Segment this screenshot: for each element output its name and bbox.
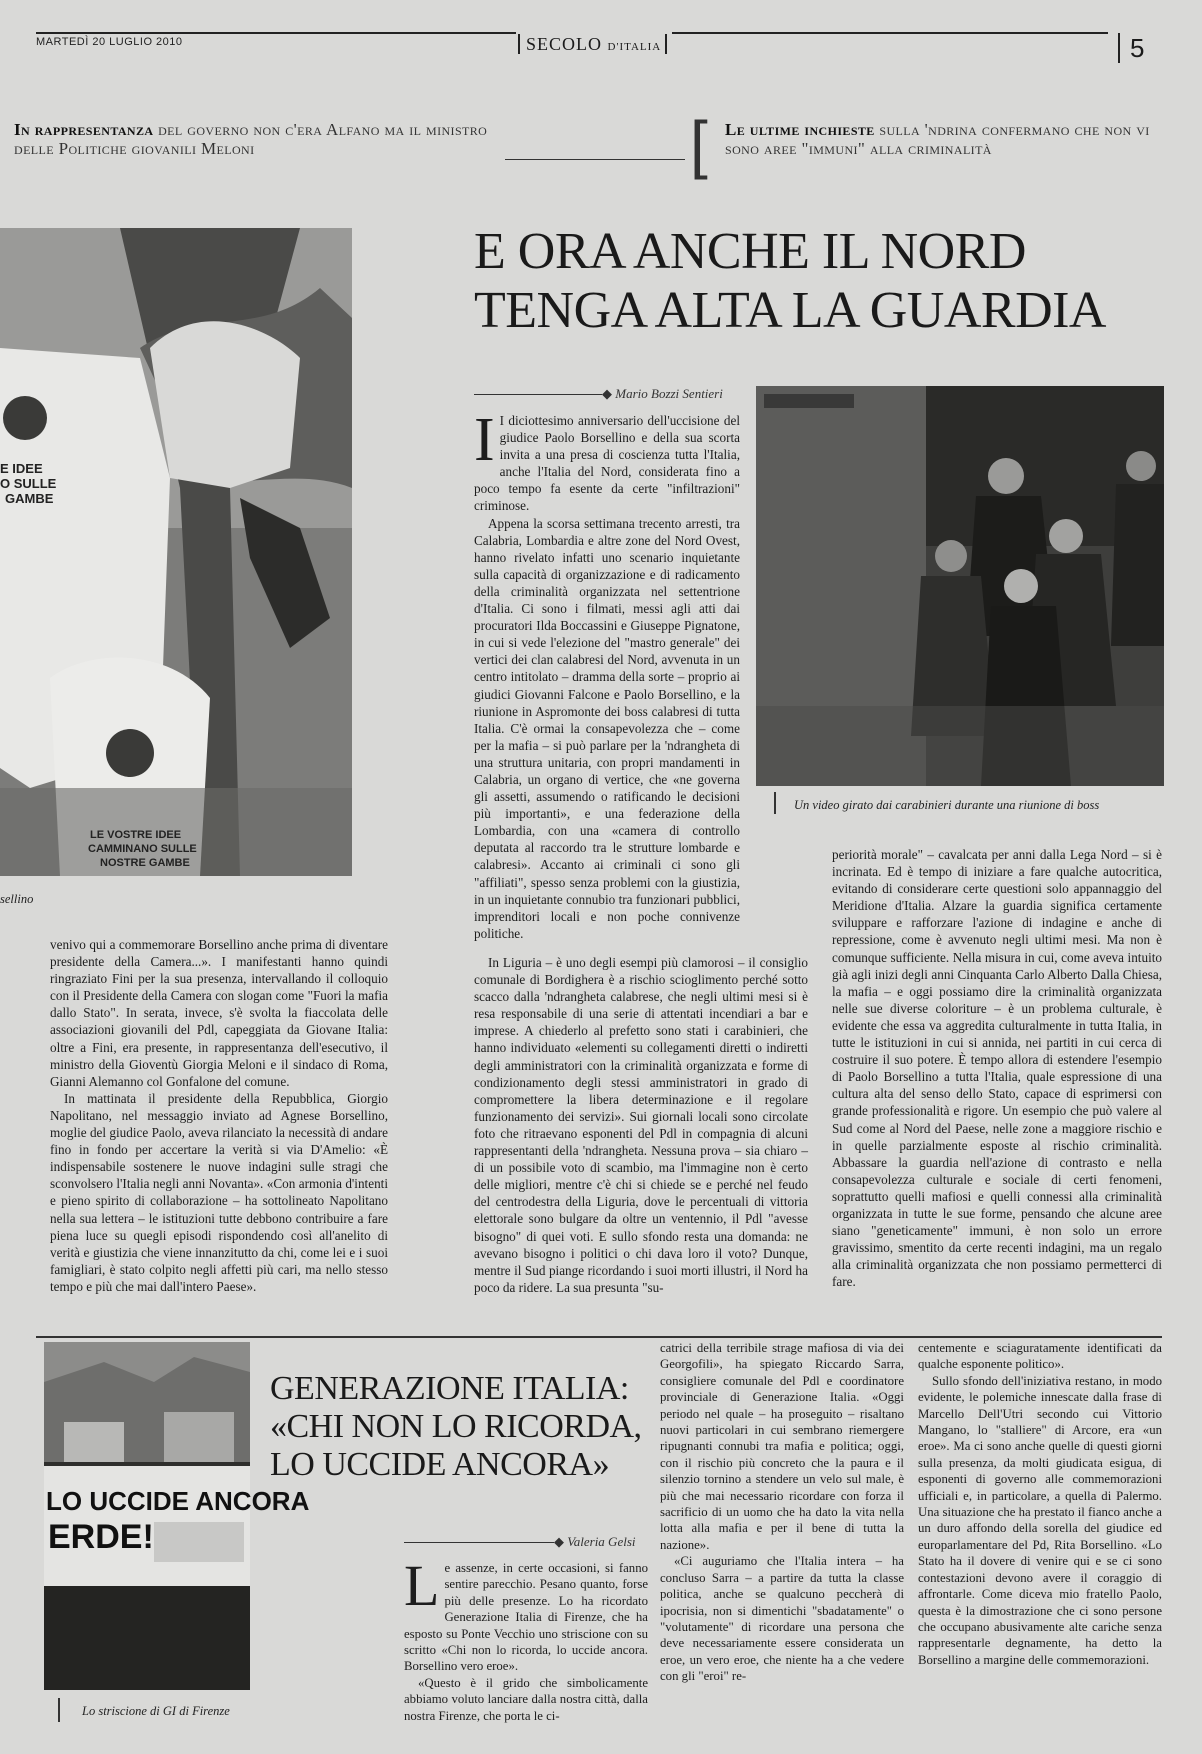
- second-dropcap: L: [404, 1553, 440, 1618]
- newspaper-name: [518, 34, 667, 55]
- shirt-slogan-1: E IDEE: [0, 461, 43, 476]
- second-article-paragraph-4: «Ci auguriamo che l'Italia intera – ha concluso Sarra – a partire da tutta la classe politica, anche se qualcuno peccherà di ipocrisia, non si dimentichi "sbadatamente" o "volutamente" di ricordare una persona che deve necessariamente essere considerata un eroe, un vero eroe, che niente ha a che vedere con gli "eroi" re-: [660, 1554, 904, 1684]
- page-number: 5: [1118, 33, 1144, 63]
- photo-left-caption: sellino: [0, 892, 34, 906]
- second-headline-line3: LO UCCIDE ANCORA»: [270, 1446, 610, 1483]
- kicker-right-text: sulla 'ndrina confermano che non vi sono aree "immuni" alla criminalità: [725, 120, 1150, 158]
- banner-text-line2: ERDE!: [48, 1518, 154, 1556]
- photo-boss-meeting: [756, 386, 1164, 786]
- photo-right-caption: Un video girato dai carabinieri durante una riunione di boss: [794, 798, 1100, 812]
- shirt-slogan-3: GAMBE: [5, 491, 54, 506]
- main-byline: ◆ Mario Bozzi Sentieri: [602, 386, 723, 401]
- kicker-left: [14, 120, 494, 158]
- kicker-right: [725, 120, 1155, 158]
- shirt-slogan-5: CAMMINANO SULLE: [88, 843, 197, 855]
- main-article-paragraph-1: I I diciottesimo anniversario dell'uccisione del giudice Paolo Borsellino e della sua scorta invita a una presa di coscienza tutta l'Italia, anche l'Italia del Nord, considerata fino a poco tempo fa esente da certe "infiltrazioni" criminose.: [474, 406, 740, 514]
- main-article-paragraph-4: periorità morale" – cavalcata per anni dalla Lega Nord – si è incrinata. Ed è tempo di iniziare a fare qualche autocritica, evitando di considerare certe questioni solo appannaggio del Meridione d'Italia. Alzare la guardia significa certamente sviluppare e rafforzare l'azione di indagine e anche di repressione, come è avvenuto negli ultimi mesi. Ma non è comunque sufficiente. Nella misura in cui, come aveva intuito già agli inizi degli anni Cinquanta Carlo Alberto Dalla Chiesa, la mafia – e oggi possiamo dire la criminalità organizzata nelle sue diverse coloriture – è un problema culturale, è evidente che essa va aggredita culturalmente in tutta Italia, in tutte le istituzioni in cui si annida, nei partiti in cui cerca di costruire il suo potere. È tempo allora di estendere l'esempio di Paolo Borsellino a tutta l'Italia, quale espressione di una cultura alta del senso dello Stato, capace di esprimersi con grande professionalità e rigore. Un esempio che può valere al Sud come al Nord del Paese, nelle zone a maggiore rischio e in quelle parzialmente esposte al rischio criminalità. Abbassare la guardia nell'azione di contrasto e nella consapevolezza culturale e sociale di certi fenomeni, soprattutto quelli mafiosi e quelli connessi alla criminalità organizzata in tutte le sue forme, pensando che alcune aree siano "geneticamente" immuni, è non solo un errore gravissimo, smentito da certe recenti indagini, ma un regalo alla criminalità organizzata che non possiamo permetterci di fare.: [832, 847, 1162, 1290]
- main-headline: [474, 222, 1174, 340]
- kicker-right-bold: Le ultime inchieste: [725, 120, 875, 139]
- masthead-rule-left: [36, 32, 516, 34]
- shirt-slogan-4: LE VOSTRE IDEE: [90, 829, 182, 841]
- photo-boss-meeting-graphic: [756, 386, 1164, 786]
- photo-florence-caption: Lo striscione di GI di Firenze: [82, 1704, 230, 1718]
- main-article-col1-lower: [474, 954, 808, 1296]
- issue-date: MARTEDÌ 20 LUGLIO 2010: [36, 36, 183, 48]
- main-article-paragraph-3: In Liguria – è uno degli esempi più clamorosi – il consiglio comunale di Bordighera è a rischio scioglimento perché sotto scacco dalla 'ndrangheta calabrese, che negli ultimi mesi si è resa responsabile di una serie di attentati incendiari a bar e imprese. A chiederlo al prefetto sono stati i carabinieri, che hanno individuato «elementi su collegamenti diretti o indiretti degli amministratori con la criminalità organizzata e forme di condizionamento degli stessi amministratori in grado di compromettere la libera determinazione e il regolare funzionamento dei servizi». Sui giornali locali sono circolate foto che ritraevano esponenti del Pdl in compagnia di alcuni rappresentanti della 'ndrangheta. Nessuna prova – sia chiaro – di un possibile voto di scambio, ma l'immagine non è certo delle migliori, mentre c'è chi si chiede se e perché nel feudo del centrodestra della Liguria, dove le percentuali di vittoria elettorale sono bulgare da oltre un ventennio, il Pdl "avesse bisogno" di quei voti. E sullo sfondo resta una domanda: ne avevano bisogno i politici o chi dava loro il voto? Dunque, mentre il Sud piange ricordando i suoi morti illustri, il Nord ha poco da ridere. La sua presunta "su-: [474, 955, 808, 1295]
- left-continuation-col: [50, 936, 388, 1295]
- second-article-paragraph-2: «Questo è il grido che simbolicamente abbiamo voluto lanciare dalla nostra città, dalla nostra Firenze, che porta le ci-: [404, 1675, 648, 1723]
- banner-text-line1: LO UCCIDE ANCORA: [46, 1486, 310, 1516]
- paper-suffix-text: D'ITALIA: [607, 41, 662, 53]
- second-article-col1: [404, 1553, 648, 1724]
- kicker-left-text: del governo non c'era Alfano ma il ministro delle Politiche giovanili Meloni: [14, 120, 488, 158]
- photo-protest-shirts: [0, 228, 352, 876]
- main-article-paragraph-2: Appena la scorsa settimana trecento arresti, tra Calabria, Lombardia e altre zone del Nord Ovest, hanno rivelato infatti uno scenario inquietante sulla capacità di organizzazione e di radicamento della criminalità organizzata nel settentrione d'Italia. Ci sono i filmati, messi agli atti dai procuratori Ilda Boccassini e Giuseppe Pignatone, in cui si vede l'elezione del "mastro generale" dei vertici dei clan calabresi del Nord, avvenuta in un centro intitolato – dramma della sorte – proprio ai giudici Giovanni Falcone e Paolo Borsellino, e la riunione in Aspromonte dei boss calabresi di tutta Italia. C'è ormai la consapevolezza che – come per la mafia – si può parlare per la 'ndrangheta di una struttura unitaria, con propri mandamenti in Calabria, un organo di vertice, che «ne governa gli assetti, assumendo o ratificando le decisioni più importanti», e una federazione della Lombardia, con una «camera di controllo deputata al raccordo tra le strutture lombarde e calabresi». Accanto ai criminali ci sono gli "affiliati", spesso senza problemi con la giustizia, in un inquietante connubio tra funzionari pubblici, imprenditori locali e non poche connivenze politiche.: [474, 515, 740, 941]
- main-headline-line1: E ORA ANCHE IL NORD: [474, 223, 1026, 280]
- second-byline-rule: [404, 1542, 554, 1543]
- second-article-paragraph-3: catrici della terribile strage mafiosa di via dei Georgofili», ha spiegato Riccardo Sarra, consigliere comunale del Pdl e coordinatore provinciale di Generazione Italia. «Oggi periodo nel quale – ha proseguito – risaltano nuovi particolari in cui sembrano riemergere ripugnanti connubi tra mafia e politica; oggi, con il rischio più concreto che la paura e il silenzio tornino a stendere un velo sul male, è più che mai necessario ricordare con forza il sacrificio di un uomo che ha dato la vita nella lotta alla mafia e per il bene di tutta la nazione».: [660, 1341, 904, 1552]
- second-article-col2: [660, 1340, 904, 1685]
- second-article-col3: [918, 1340, 1162, 1668]
- second-byline-author: Valeria Gelsi: [567, 1534, 636, 1549]
- photo-right-caption-bar: [774, 792, 776, 814]
- second-article-paragraph-1: Le assenze, in certe occasioni, si fanno sentire parecchio. Pesano quanto, forse più delle presenze. Lo ha ricordato Generazione Italia di Firenze, che ha esposto su Ponte Vecchio uno striscione con su scritto «Chi non lo ricorda, lo uccide ancora. Borsellino vero eroe».: [404, 1553, 648, 1674]
- photo-protest-shirts-graphic: [0, 228, 352, 876]
- continuation-paragraph-1: venivo qui a commemorare Borsellino anche prima di diventare presidente della Camera...». I manifestanti hanno quindi ringraziato Fini per la sua presenza, intervallando il colloquio con il Presidente della Camera con slogan come "Fuori la mafia dallo Stato". In serata, invece, s'è svolta la fiaccolata delle associazioni giovanili del Pdl, capeggiata da Giovane Italia: oltre a Fini, era presente, in rappresentanza dell'esecutivo, il ministro della Gioventù Giorgia Meloni e il sindaco di Roma, Gianni Alemanno col Gonfalone del comune.: [50, 937, 388, 1089]
- bracket-glyph: [: [690, 108, 708, 180]
- photo-florence-caption-bar: [58, 1698, 60, 1722]
- byline-rule: [474, 394, 602, 395]
- main-article-col2: [832, 846, 1162, 1290]
- masthead-rule-right: [672, 32, 1108, 34]
- paper-name-text: SECOLO: [518, 34, 602, 54]
- shirt-slogan-2: O SULLE: [0, 476, 57, 491]
- main-article-col1: [474, 406, 740, 942]
- photo-florence-banner-graphic: [44, 1342, 310, 1690]
- shirt-slogan-6: NOSTRE GAMBE: [100, 857, 190, 869]
- second-headline-line1: GENERAZIONE ITALIA:: [270, 1370, 629, 1407]
- kicker-separator-rule: [505, 159, 685, 160]
- photo-florence-banner: [44, 1342, 310, 1690]
- second-byline: ◆ Valeria Gelsi: [554, 1534, 636, 1549]
- second-article-paragraph-5: centemente e sciaguratamente identificati da qualche esponente politico».: [918, 1341, 1162, 1372]
- section-divider: [36, 1336, 1162, 1338]
- second-headline: [270, 1370, 660, 1484]
- main-headline-line2: TENGA ALTA LA GUARDIA: [474, 282, 1106, 339]
- second-headline-line2: «CHI NON LO RICORDA,: [270, 1408, 642, 1445]
- kicker-left-bold: In rappresentanza: [14, 120, 154, 139]
- main-byline-author: Mario Bozzi Sentieri: [615, 386, 723, 401]
- second-article-paragraph-6: Sullo sfondo dell'iniziativa restano, in modo evidente, le polemiche innescate dalla frase di Marcello Dell'Utri secondo cui Vittorio Mangano, lo "stalliere" di Arcore, era «un eroe». Ma ci sono anche quelle di questi giorni sulla presenza, da molti giudicata esigua, di esponenti di governo alle commemorazioni ufficiali e, in particolare, a quella di Palermo. Una situazione che ha prestato il fianco anche a un duro affondo della sorella del giudice ed europarlamentare del Pd, Rita Borsellino. «Lo Stato ha il dovere di venire qui e se ci sono contestazioni devono avere il coraggio di affrontarle. Come diceva mio fratello Paolo, questa è la dimostrazione che ci sono persone che occupano abusivamente alte cariche senza rappresentarle degnamente, ha detto la Borsellino a margine delle commemorazioni.: [918, 1373, 1162, 1667]
- main-dropcap: I: [474, 406, 495, 474]
- continuation-paragraph-2: In mattinata il presidente della Repubblica, Giorgio Napolitano, nel messaggio inviato ad Agnese Borsellino, moglie del giudice Paolo, aveva rilanciato la necessità di andare fino in fondo per accertare la verità si via D'Amelio: «È indispensabile sostenere le nuove indagini sulle stragi che sconvolsero l'Italia negli anni Novanta». «Con armonia d'intenti e pieno spirito di collaborazione – ha sottolineato Napolitano nella sua lettera – le istituzioni tutte debbono contribuire a fare piena luce su quegli episodi rispondendo così all'anelito di verità e giustizia che viene innanzitutto da chi, come lei e i suoi famigliari, è stato colpito negli affetti più cari, ma nello stesso tempo e più che mai dall'intero Paese».: [50, 1090, 388, 1294]
